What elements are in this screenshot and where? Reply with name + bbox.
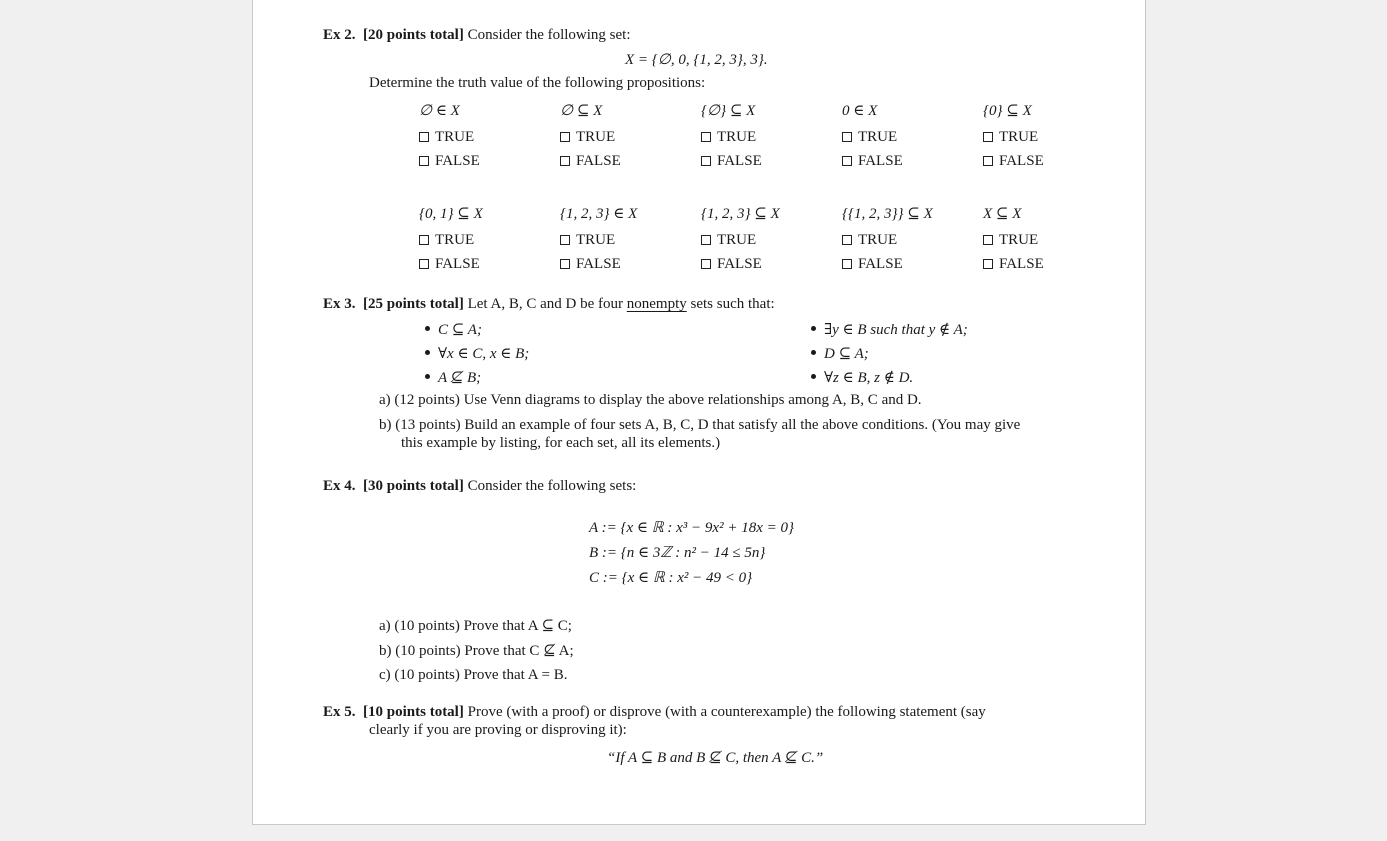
ex4-set-b: B := {n ∈ 3ℤ : n² − 14 ≤ 5n} [589, 545, 766, 561]
false-label: FALSE [717, 256, 762, 272]
ex3-heading [323, 295, 775, 313]
checkbox[interactable] [701, 156, 711, 166]
ex2-heading [323, 26, 631, 44]
checkbox[interactable] [419, 132, 429, 142]
ex5-statement: “If A ⊆ B and B ⊈ C, then A ⊈ C.” [607, 750, 824, 766]
proposition-2-5: X ⊆ X [983, 206, 1022, 222]
ex5-points: [10 points total] [363, 704, 464, 720]
checkbox[interactable] [560, 156, 570, 166]
false-label: FALSE [435, 153, 480, 169]
proposition-1-2: ∅ ⊆ X [560, 103, 603, 119]
true-label: TRUE [999, 232, 1039, 248]
checkbox[interactable] [701, 259, 711, 269]
ex2-instruction: Determine the truth value of the following propositions: [369, 75, 706, 91]
checkbox[interactable] [842, 156, 852, 166]
option-true-1-4[interactable] [842, 128, 897, 146]
false-label: FALSE [999, 153, 1044, 169]
option-true-2-2[interactable] [560, 231, 615, 249]
ex3-bullet-right-1: ∃y ∈ B such that y ∉ A; [811, 321, 968, 339]
ex4-set-a: A := {x ∈ ℝ : x³ − 9x² + 18x = 0} [589, 520, 794, 536]
false-label: FALSE [858, 153, 903, 169]
ex3-part-a: a) (12 points) Use Venn diagrams to display the above relationships among A, B, C and D. [379, 392, 922, 408]
option-true-2-4[interactable] [842, 231, 897, 249]
false-label: FALSE [858, 256, 903, 272]
ex3-intro-a: Let A, B, C and D be four [467, 296, 623, 312]
checkbox[interactable] [983, 156, 993, 166]
ex3-bullet-left-3: A ⊈ B; [425, 369, 481, 387]
option-true-1-2[interactable] [560, 128, 615, 146]
checkbox[interactable] [560, 259, 570, 269]
option-true-1-1[interactable] [419, 128, 474, 146]
true-label: TRUE [717, 129, 757, 145]
ex2-label: Ex 2. [323, 27, 356, 43]
checkbox[interactable] [983, 259, 993, 269]
checkbox[interactable] [419, 235, 429, 245]
checkbox[interactable] [842, 132, 852, 142]
ex3-part-b-line2: this example by listing, for each set, all its elements.) [401, 435, 721, 451]
checkbox[interactable] [560, 235, 570, 245]
option-false-2-5[interactable] [983, 255, 1044, 273]
option-false-1-4[interactable] [842, 152, 903, 170]
checkbox[interactable] [701, 235, 711, 245]
checkbox[interactable] [983, 132, 993, 142]
ex3-bullet-right-2: D ⊆ A; [811, 345, 869, 363]
false-label: FALSE [576, 153, 621, 169]
ex2-points: [20 points total] [363, 27, 464, 43]
proposition-2-1: {0, 1} ⊆ X [419, 206, 483, 222]
ex3-label: Ex 3. [323, 296, 356, 312]
false-label: FALSE [717, 153, 762, 169]
ex5-label: Ex 5. [323, 704, 356, 720]
ex5-line2: clearly if you are proving or disproving it): [369, 722, 627, 738]
option-true-2-3[interactable] [701, 231, 756, 249]
ex4-points: [30 points total] [363, 478, 464, 494]
proposition-1-1: ∅ ∈ X [419, 103, 460, 119]
true-label: TRUE [576, 232, 616, 248]
ex2-set-definition: X = {∅, 0, {1, 2, 3}, 3}. [625, 52, 768, 68]
option-false-1-2[interactable] [560, 152, 621, 170]
option-true-1-3[interactable] [701, 128, 756, 146]
proposition-1-3: {∅} ⊆ X [701, 103, 756, 119]
option-false-2-4[interactable] [842, 255, 903, 273]
ex4-label: Ex 4. [323, 478, 356, 494]
option-true-2-5[interactable] [983, 231, 1038, 249]
option-true-1-5[interactable] [983, 128, 1038, 146]
ex4-part-b: b) (10 points) Prove that C ⊈ A; [379, 643, 574, 659]
ex3-part-b-line1: b) (13 points) Build an example of four sets A, B, C, D that satisfy all the above conditions. (You may give [379, 417, 1021, 433]
ex3-bullet-left-2: ∀x ∈ C, x ∈ B; [425, 345, 529, 363]
true-label: TRUE [576, 129, 616, 145]
ex3-bullet-right-3: ∀z ∈ B, z ∉ D. [811, 369, 913, 387]
ex4-part-a: a) (10 points) Prove that A ⊆ C; [379, 618, 572, 634]
proposition-2-2: {1, 2, 3} ∈ X [560, 206, 638, 222]
ex4-set-c: C := {x ∈ ℝ : x² − 49 < 0} [589, 570, 753, 586]
true-label: TRUE [999, 129, 1039, 145]
ex4-intro: Consider the following sets: [467, 478, 637, 494]
true-label: TRUE [858, 129, 898, 145]
true-label: TRUE [435, 129, 475, 145]
checkbox[interactable] [419, 259, 429, 269]
proposition-1-5: {0} ⊆ X [983, 103, 1032, 119]
checkbox[interactable] [419, 156, 429, 166]
option-false-2-1[interactable] [419, 255, 480, 273]
ex5-heading [323, 703, 986, 721]
option-false-1-1[interactable] [419, 152, 480, 170]
false-label: FALSE [576, 256, 621, 272]
option-false-2-3[interactable] [701, 255, 762, 273]
ex2-intro: Consider the following set: [467, 27, 631, 43]
ex3-bullet-left-1: C ⊆ A; [425, 321, 482, 339]
true-label: TRUE [858, 232, 898, 248]
ex4-part-c: c) (10 points) Prove that A = B. [379, 667, 568, 683]
checkbox[interactable] [842, 235, 852, 245]
checkbox[interactable] [701, 132, 711, 142]
ex5-line1: Prove (with a proof) or disprove (with a counterexample) the following statement (say [467, 704, 986, 720]
true-label: TRUE [717, 232, 757, 248]
ex3-intro-b: sets such that: [690, 296, 775, 312]
proposition-2-4: {{1, 2, 3}} ⊆ X [842, 206, 933, 222]
ex3-intro-underlined: nonempty [626, 296, 687, 312]
option-false-2-2[interactable] [560, 255, 621, 273]
option-false-1-5[interactable] [983, 152, 1044, 170]
option-true-2-1[interactable] [419, 231, 474, 249]
ex3-points: [25 points total] [363, 296, 464, 312]
checkbox[interactable] [842, 259, 852, 269]
checkbox[interactable] [560, 132, 570, 142]
document-page [252, 0, 1146, 825]
proposition-1-4: 0 ∈ X [842, 103, 878, 119]
option-false-1-3[interactable] [701, 152, 762, 170]
proposition-2-3: {1, 2, 3} ⊆ X [701, 206, 780, 222]
false-label: FALSE [999, 256, 1044, 272]
false-label: FALSE [435, 256, 480, 272]
true-label: TRUE [435, 232, 475, 248]
checkbox[interactable] [983, 235, 993, 245]
ex4-heading [323, 477, 636, 495]
